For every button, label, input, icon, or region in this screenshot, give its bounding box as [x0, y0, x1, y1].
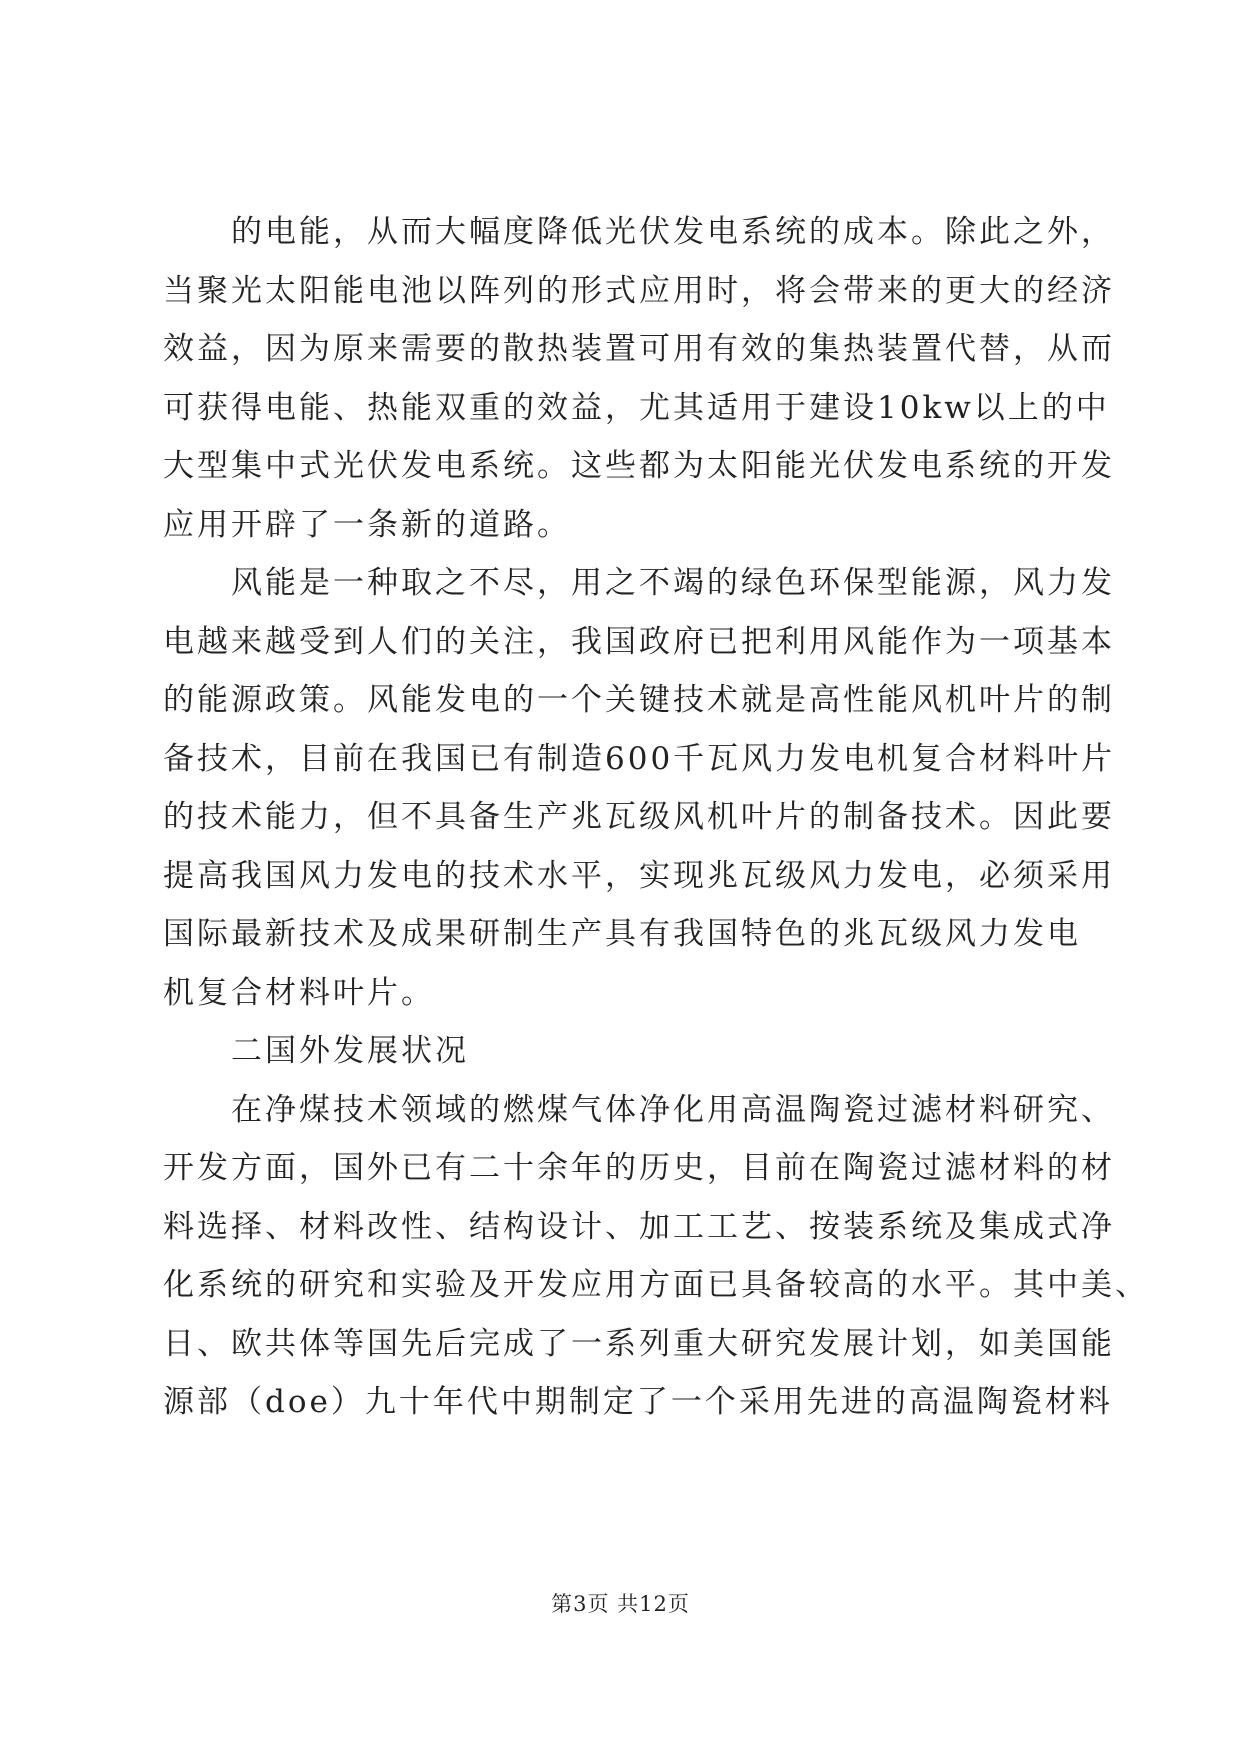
text-line: 提高我国风力发电的技术水平，实现兆瓦级风力发电，必须采用	[163, 857, 1115, 894]
text-line: 日、欧共体等国先后完成了一系列重大研究发展计划，如美国能	[163, 1325, 1115, 1362]
text-line: 料选择、材料改性、结构设计、加工工艺、按装系统及集成式净	[163, 1208, 1115, 1245]
text-line: 在净煤技术领域的燃煤气体净化用高温陶瓷过滤材料研究、	[231, 1091, 1115, 1128]
text-line: 风能是一种取之不尽，用之不竭的绿色环保型能源，风力发	[231, 565, 1115, 601]
text-line: 当聚光太阳能电池以阵列的形式应用时，将会带来的更大的经济	[163, 272, 1115, 309]
text-line: 国际最新技术及成果研制生产具有我国特色的兆瓦级风力发电	[163, 916, 1081, 952]
text-line: 备技术，目前在我国已有制造600千瓦风力发电机复合材料叶片	[163, 740, 1116, 777]
text-line: 应用开辟了一条新的道路。	[163, 506, 571, 543]
page-footer	[0, 1588, 1241, 1618]
text-line: 电越来越受到人们的关注，我国政府已把利用风能作为一项基本	[163, 623, 1115, 660]
text-line: 效益，因为原来需要的散热装置可用有效的集热装置代替，从而	[163, 331, 1115, 367]
document-body	[163, 203, 1149, 1432]
text-line: 的技术能力，但不具备生产兆瓦级风机叶片的制备技术。因此要	[163, 799, 1115, 835]
text-line: 的能源政策。风能发电的一个关键技术就是高性能风机叶片的制	[163, 682, 1115, 718]
text-line: 机复合材料叶片。	[163, 974, 435, 1011]
text-line: 大型集中式光伏发电系统。这些都为太阳能光伏发电系统的开发	[163, 448, 1115, 484]
section-heading: 二国外发展状况	[231, 1033, 469, 1069]
text-line: 可获得电能、热能双重的效益，尤其适用于建设10kw以上的中	[163, 389, 1110, 426]
text-line: 的电能，从而大幅度降低光伏发电系统的成本。除此之外，	[231, 214, 1115, 250]
text-line: 化系统的研究和实验及开发应用方面已具备较高的水平。其中美、	[163, 1267, 1149, 1303]
text-line: 源部（doe）九十年代中期制定了一个采用先进的高温陶瓷材料	[163, 1384, 1113, 1420]
page-number-label: 第3页 共12页	[551, 1592, 690, 1616]
text-line: 开发方面，国外已有二十余年的历史，目前在陶瓷过滤材料的材	[163, 1150, 1115, 1186]
